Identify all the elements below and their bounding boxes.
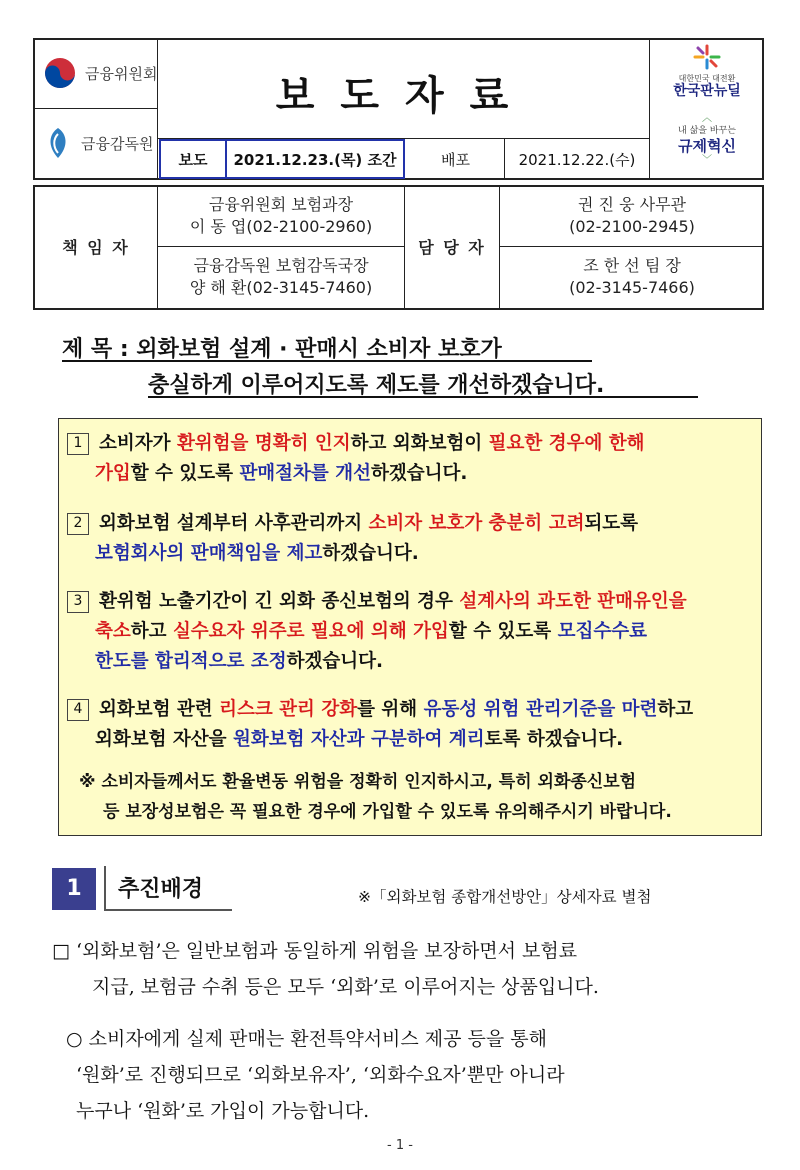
staff-2	[501, 255, 763, 299]
person-label: 담 당 자	[418, 238, 486, 257]
agency1-label: 금융위원회	[85, 64, 158, 83]
staff2-phone: (02-3145-7466)	[569, 278, 695, 297]
innovation-small: 내 삶을 바꾸는	[678, 126, 736, 136]
staff1-name: 권 진 웅 사무관	[578, 195, 686, 214]
point-1-line-2: 가입할 수 있도록 판매절차를 개선하겠습니다.	[95, 463, 468, 484]
staff-1	[501, 194, 763, 238]
innovation-text: 규제혁신	[678, 137, 736, 155]
subject-line-2: 충실하게 이루어지도록 제도를 개선하겠습니다.	[148, 373, 605, 398]
fss-logo	[43, 126, 153, 160]
contacts-table	[33, 185, 764, 310]
paragraph-1-line-2: 지급, 보험금 수취 등은 모두 ‘외화’로 이루어지는 상품입니다.	[92, 976, 599, 998]
paragraph-2-line-1: ○ 소비자에게 실제 판매는 환전특약서비스 제공 등을 통해	[66, 1028, 547, 1050]
responsible-1	[159, 194, 403, 238]
point-4-line-1: 4 외화보험 관련 리스크 관리 강화를 위해 유동성 위험 관리기준을 마련하고	[67, 695, 693, 725]
consumer-note-line-1: ※ 소비자들께서도 환율변동 위험을 정확히 인지하시고, 특히 외화종신보험	[79, 772, 637, 792]
section-divider	[104, 866, 106, 910]
agency2-label: 금융감독원	[81, 134, 154, 153]
point-1-number: 1	[67, 433, 89, 455]
attachment-reference: ※「외화보험 종합개선방안」상세자료 별첨	[358, 888, 652, 906]
key-points-box	[58, 418, 762, 836]
paragraph-2-line-3: 누구나 ‘원화’로 가입이 가능합니다.	[76, 1100, 370, 1122]
point-4-line-2: 외화보험 자산을 원화보험 자산과 구분하여 계리토록 하겠습니다.	[95, 729, 624, 750]
point-3-line-3: 한도를 합리적으로 조정하겠습니다.	[95, 651, 383, 672]
point-2-number: 2	[67, 513, 89, 535]
section-title: 추진배경	[118, 877, 204, 902]
distribution-label: 배포	[407, 139, 505, 179]
responsible-label: 책 임 자	[62, 238, 130, 257]
point-2-line-2: 보험회사의 판매책임을 제고하겠습니다.	[95, 543, 419, 564]
chevron-down-icon: ﹀	[702, 155, 712, 166]
point-3-line-2: 축소하고 실수요자 위주로 필요에 의해 가입할 수 있도록 모집수수료	[95, 621, 647, 642]
subject-line-1: 제 목 : 외화보험 설계 · 판매시 소비자 보호가	[62, 337, 502, 362]
point-4-number: 4	[67, 699, 89, 721]
staff1-phone: (02-2100-2945)	[569, 217, 695, 236]
regulatory-innovation-logo	[651, 112, 763, 178]
release-label: 보도	[159, 139, 227, 179]
paragraph-2-line-2: ‘원화’로 진행되므로 ‘외화보유자’, ‘외화수요자’뿐만 아니라	[76, 1064, 565, 1086]
release-date: 2021.12.23.(목) 조간	[227, 139, 405, 179]
korean-new-deal-logo	[651, 44, 763, 106]
fss-emblem-icon	[43, 126, 73, 160]
distribution-date: 2021.12.22.(수)	[518, 150, 636, 169]
new-deal-text: 한국판뉴딜	[673, 83, 741, 99]
taegeuk-icon	[43, 56, 77, 90]
star-burst-icon	[692, 44, 722, 70]
point-2-line-1: 2 외화보험 설계부터 사후관리까지 소비자 보호가 충분히 고려되도록	[67, 509, 638, 539]
subject-underline-1	[62, 360, 592, 362]
page-number: - 1 -	[387, 1138, 413, 1153]
staff2-name: 조 한 선 팀 장	[583, 256, 681, 275]
resp1-name: 이 동 엽(02-2100-2960)	[189, 217, 373, 236]
resp1-title: 금융위원회 보험과장	[208, 195, 354, 214]
point-3-number: 3	[67, 591, 89, 613]
document-title: 보도자료	[275, 73, 535, 119]
new-deal-small: 대한민국 대전환	[678, 74, 736, 83]
resp2-title: 금융감독원 보험감독국장	[193, 256, 369, 275]
section-number: 1	[52, 868, 96, 910]
section-underline	[104, 909, 232, 911]
fsc-logo	[43, 56, 157, 90]
paragraph-1-line-1: □ ‘외화보험’은 일반보험과 동일하게 위험을 보장하면서 보험료	[52, 940, 578, 962]
point-3-line-1: 3 환위험 노출기간이 긴 외화 종신보험의 경우 설계사의 과도한 판매유인을	[67, 587, 687, 617]
consumer-note-line-2: 등 보장성보험은 꼭 필요한 경우에 가입할 수 있도록 유의해주시기 바랍니다.	[103, 802, 672, 822]
subject-underline-2	[148, 396, 698, 398]
resp2-name: 양 해 환(02-3145-7460)	[189, 278, 373, 297]
chevron-up-icon: ︿	[702, 113, 712, 124]
press-release-header	[33, 38, 764, 180]
point-1-line-1: 1 소비자가 환위험을 명확히 인지하고 외화보험이 필요한 경우에 한해	[67, 429, 645, 459]
responsible-2	[159, 255, 403, 299]
